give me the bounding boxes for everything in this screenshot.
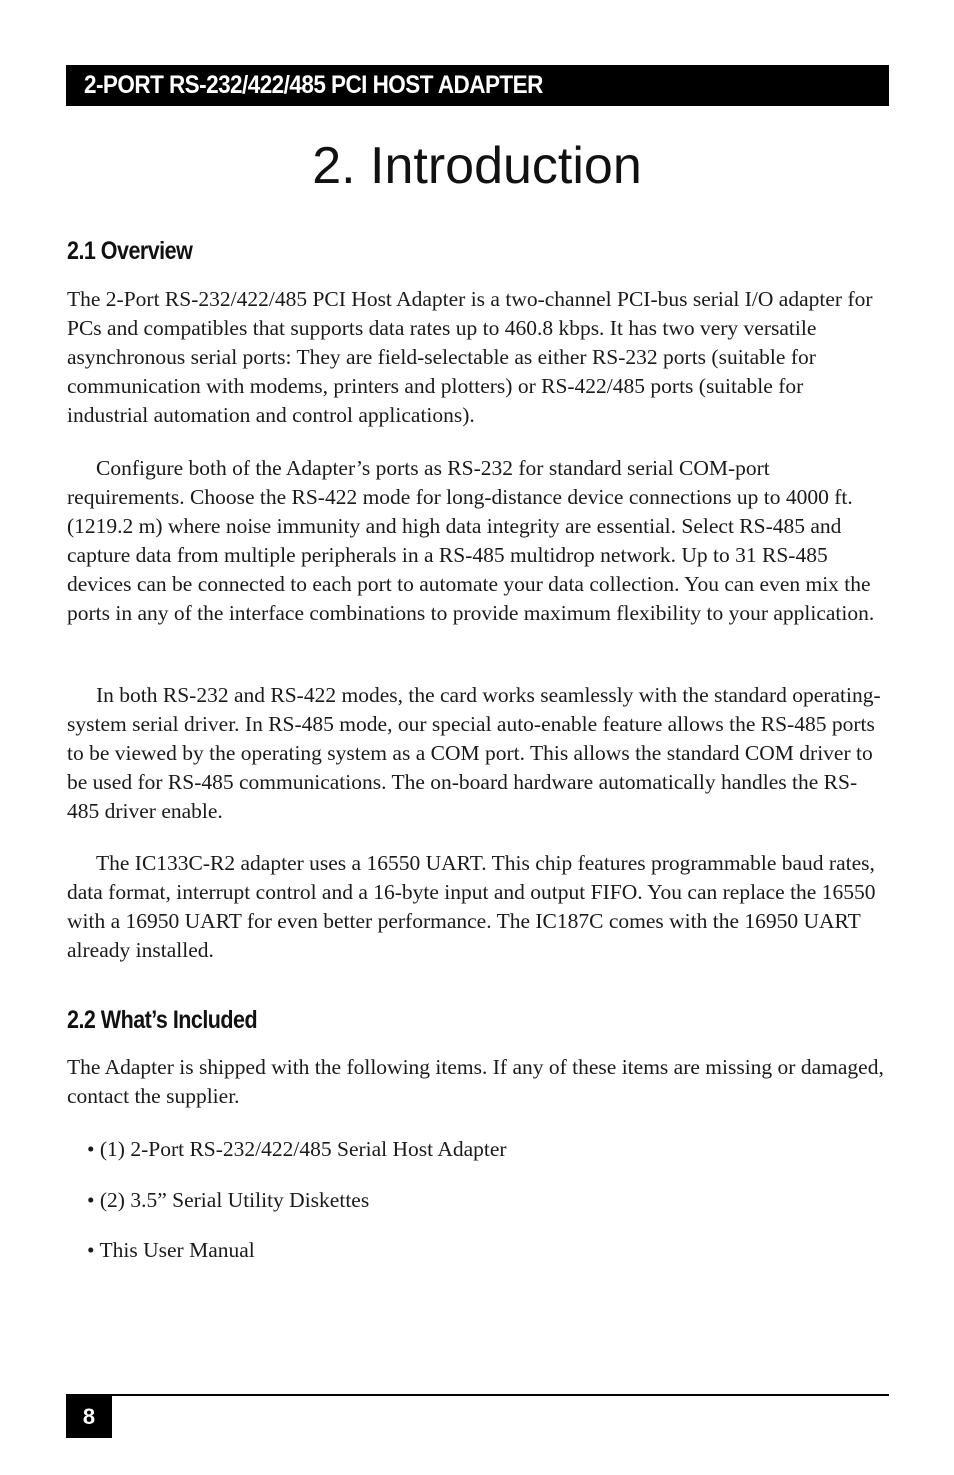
overview-paragraph-3: In both RS-232 and RS-422 modes, the card works seamlessly with the standard operating-system serial driver. In RS-485 mode, our special auto-enable feature allows the RS-485 ports to be viewed by the operating system as a COM port. This allows the standard COM driver to be used for RS-485 communications. The on-board hardware automatically handles the RS-485 driver enable. [67,683,881,823]
list-item: • (1) 2-Port RS-232/422/485 Serial Host Adapter [87,1137,507,1161]
footer-rule [66,1394,889,1396]
running-header [66,65,889,106]
overview-paragraph-2: Configure both of the Adapter’s ports as RS-232 for standard serial COM-port requirements. Choose the RS-422 mode for long-distance device connections up to 4000 ft. (1219.2 m) where noise immunity and high data integrity are essential. Select RS-485 and capture data from multiple peripherals in a RS-485 multidrop network. Up to 31 RS-485 devices can be connected to each port to automate your data collection. You can even mix the ports in any of the interface combinations to provide maximum flexibility to your application. [67,456,875,625]
page-number-box [66,1396,112,1438]
overview-paragraph-1: The 2-Port RS-232/422/485 PCI Host Adapter is a two-channel PCI-bus serial I/O adapter for PCs and compatibles that supports data rates up to 460.8 kbps. It has two very versatile asynchronous serial ports: They are field-selectable as either RS-232 ports (suitable for communication with modems, printers and plotters) or RS-422/485 ports (suitable for industrial automation and control applications). [67,287,873,427]
page-number: 8 [82,1404,96,1429]
list-item: • This User Manual [87,1238,255,1262]
list-item: • (2) 3.5” Serial Utility Diskettes [87,1188,370,1212]
running-header-title: 2-PORT RS-232/422/485 PCI HOST ADAPTER [84,71,543,99]
section-heading-overview: 2.1 Overview [67,237,193,265]
whats-included-paragraph: The Adapter is shipped with the following items. If any of these items are missing or damaged, contact the supplier. [67,1055,884,1108]
section-heading-whats-included: 2.2 What’s Included [67,1006,258,1034]
overview-paragraph-4: The IC133C-R2 adapter uses a 16550 UART. This chip features programmable baud rates, data format, interrupt control and a 16-byte input and output FIFO. You can replace the 16550 with a 16950 UART for even better performance. The IC187C comes with the 16950 UART already installed. [67,851,876,962]
chapter-title: 2. Introduction [312,137,642,195]
